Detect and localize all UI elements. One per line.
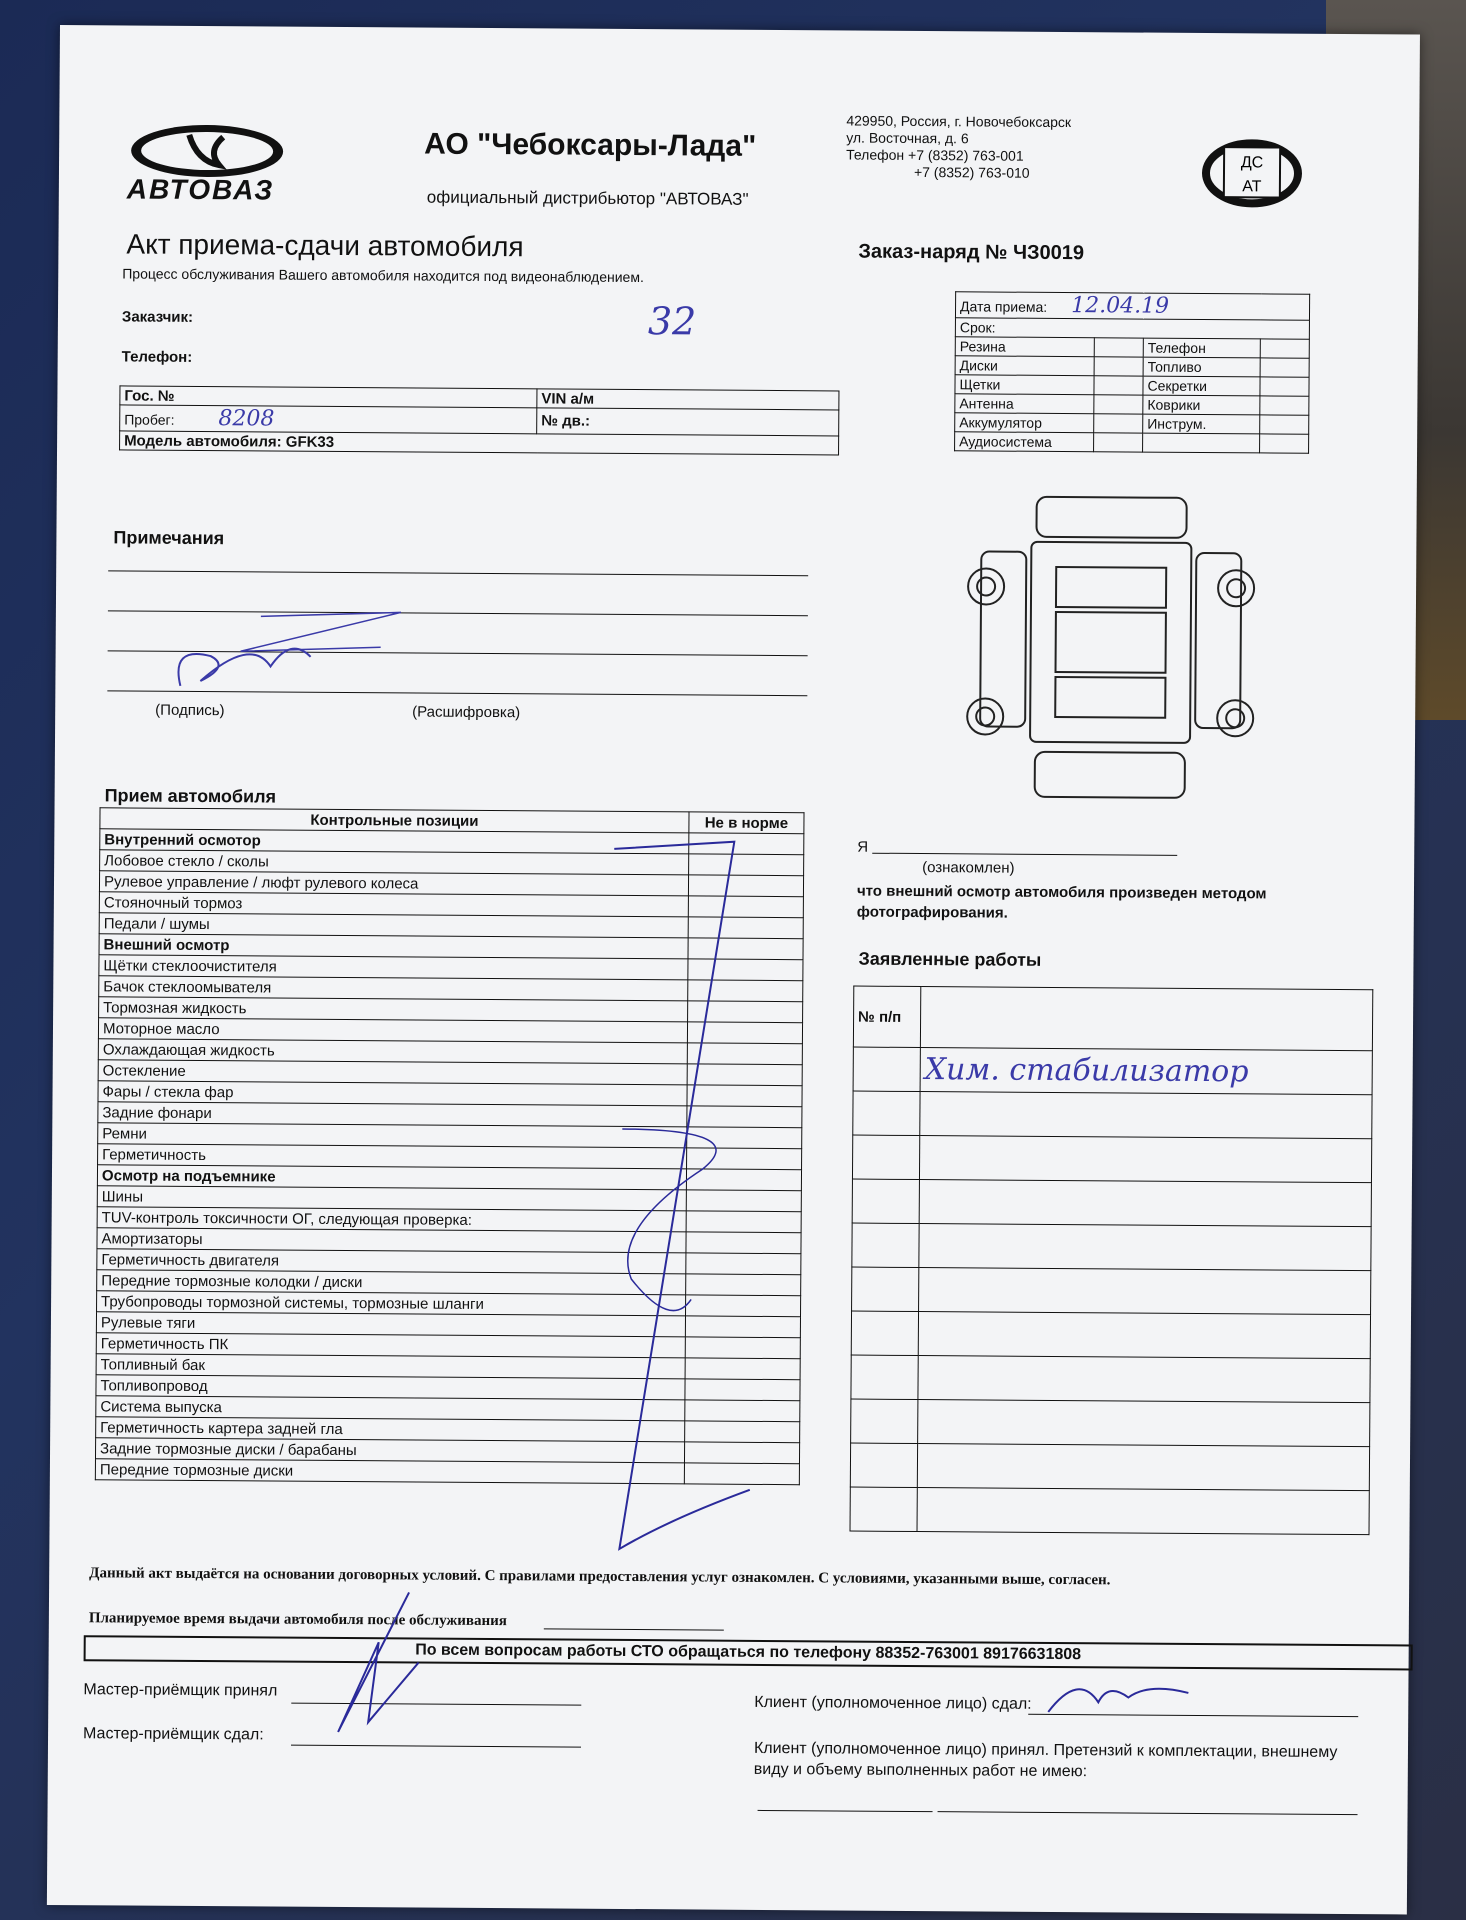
works-row [850, 1443, 1369, 1491]
works-num-cell [851, 1399, 918, 1443]
engine-label: № дв.: [541, 412, 591, 430]
notes-heading: Примечания [113, 527, 225, 549]
agreement-text: Данный акт выдаётся на основании договорных условий. С правилами предоставления услуг ознакомлен. С условиями, указанными выше, согласен. [89, 1565, 1111, 1589]
notes-line [108, 570, 808, 576]
address-line: ул. Восточная, д. 6 [846, 129, 969, 147]
badge-bottom-text: АТ [1242, 178, 1262, 196]
works-heading: Заявленные работы [858, 948, 1042, 970]
works-num-cell [852, 1135, 919, 1179]
checklist-position: Ремни [98, 1123, 687, 1148]
check-cell [1260, 358, 1309, 377]
order-number: Заказ-наряд № ЧЗ0019 [858, 240, 1085, 265]
check-cell [1094, 395, 1143, 414]
date-label: Дата приема: [960, 298, 1048, 315]
checklist-item: Коврики [1143, 395, 1260, 415]
works-num-cell [852, 1267, 919, 1311]
works-row [852, 1135, 1371, 1183]
master-handed-label: Мастер-приёмщик сдал: [83, 1725, 264, 1744]
checklist-position: Осмотр на подъемнике [97, 1165, 686, 1190]
checklist-position: Фары / стекла фар [98, 1081, 687, 1106]
checklist-item: Топливо [1143, 357, 1260, 377]
checklist-item: Антенна [955, 394, 1094, 414]
decode-caption: (Расшифровка) [412, 703, 521, 722]
works-num-cell [853, 1091, 920, 1135]
works-desc-cell [919, 1180, 1371, 1227]
mileage-label: Пробег: [124, 411, 175, 428]
checklist-position: Стояночный тормоз [99, 892, 688, 917]
address-line: Телефон +7 (8352) 763-001 [846, 146, 1024, 164]
vin-cell [537, 389, 839, 410]
customer-label: Заказчик: [121, 308, 194, 326]
client-received-text: Клиент (уполномоченное лицо) принял. Претензий к комплектации, внешнему виду и объему выполненных работ не имею: [753, 1739, 1338, 1781]
col-header-positions: Контрольные позиции [100, 808, 689, 833]
document-subtitle: Процесс обслуживания Вашего автомобиля находится под видеонаблюдением. [122, 265, 644, 286]
check-cell [1094, 357, 1143, 376]
ya-label: Я [857, 838, 869, 856]
works-desc-cell [919, 1268, 1371, 1315]
checklist-position: Система выпуска [96, 1396, 685, 1421]
works-desc-cell [919, 1136, 1371, 1183]
car-diagram-icon [959, 486, 1261, 818]
checklist-position: Герметичность картера задней гла [96, 1417, 685, 1442]
engine-cell [537, 408, 839, 436]
mileage-cell [120, 405, 537, 434]
date-cell [955, 292, 1309, 320]
checklist-position: Трубопроводы тормозной системы, тормозные шланги [97, 1291, 686, 1316]
checklist-position: Охлаждающая жидкость [98, 1039, 687, 1064]
works-header-cell [920, 987, 1372, 1051]
term-cell [955, 318, 1309, 339]
works-num-cell [850, 1443, 917, 1487]
signature-scribble-icon [140, 586, 441, 708]
contact-banner: По всем вопросам работы СТО обращаться по телефону 88352-763001 89176631808 [84, 1635, 1413, 1670]
checklist-position: Педали / шумы [99, 913, 688, 938]
check-cell [1260, 377, 1309, 396]
checklist-position: Герметичность [98, 1144, 687, 1169]
checklist-item: Аудиосистема [955, 432, 1094, 452]
planned-time-line [544, 1628, 724, 1630]
check-cell [1260, 415, 1309, 434]
checklist-position: Рулевое управление / люфт рулевого колеса [99, 871, 688, 896]
works-desc-cell [917, 1444, 1369, 1491]
signature-caption: (Подпись) [155, 701, 225, 720]
master-handed-line [291, 1745, 581, 1748]
checklist-position: Амортизаторы [97, 1228, 686, 1253]
checklist-position: Лобовое стекло / сколы [100, 850, 689, 875]
reception-heading: Прием автомобиля [104, 785, 277, 807]
works-row [851, 1311, 1370, 1359]
brand-name: АВТОВАЗ [126, 173, 275, 206]
works-num-cell [851, 1311, 918, 1355]
model-cell [120, 431, 839, 455]
checklist-item: Секретки [1143, 376, 1260, 396]
address-line: 429950, Россия, г. Новочебоксарск [846, 112, 1072, 131]
checklist-position: Задние фонари [98, 1102, 687, 1127]
ds-at-badge-icon [1202, 133, 1303, 234]
checklist-position: Топливный бак [96, 1354, 685, 1379]
works-row [852, 1223, 1371, 1271]
works-num-cell [851, 1355, 918, 1399]
check-cell [1094, 433, 1143, 452]
check-cell [1260, 396, 1309, 415]
check-cell [1094, 376, 1143, 395]
plate-label: Гос. № [124, 386, 175, 405]
ya-line [872, 853, 1177, 856]
badge-top-text: ДС [1240, 154, 1264, 172]
client-handed-label: Клиент (уполномоченное лицо) сдал: [754, 1693, 1032, 1713]
lada-logo-icon [127, 120, 287, 181]
inspection-text: что внешний осмотр автомобиля произведен методом фотографирования. [856, 882, 1267, 922]
client-decode-line [938, 1811, 1358, 1815]
checklist-position: Бачок стеклоомывателя [99, 976, 688, 1001]
works-row [852, 1267, 1371, 1315]
date-value: 12.04.19 [1071, 293, 1170, 319]
company-address [846, 112, 1071, 182]
col-header-abnormal: Не в норме [689, 812, 804, 834]
company-name: АО "Чебоксары-Лада" [424, 127, 757, 163]
check-cell [1094, 338, 1143, 357]
checklist-position: Внутренний осмотор [100, 829, 689, 854]
checklist-position: Моторное масло [98, 1018, 687, 1043]
equipment-checklist [954, 291, 1310, 453]
client-sign-line [758, 1810, 933, 1812]
distributor-text: официальный дистрибьютор "АВТОВАЗ" [426, 187, 749, 209]
model-label: Модель автомобиля: GFK33 [124, 431, 335, 451]
phone-label: Телефон: [121, 348, 193, 366]
checklist-item: Резина [955, 337, 1094, 357]
document-title: Акт приема-сдачи автомобиля [126, 228, 524, 263]
checklist-item: Телефон [1143, 338, 1260, 358]
checklist-item: Щетки [955, 375, 1094, 395]
document-sheet [47, 25, 1420, 1914]
checklist-position: Внешний осмотр [99, 934, 688, 959]
checklist-item: Диски [955, 356, 1094, 376]
mileage-value: 8208 [218, 406, 275, 432]
address-line: +7 (8352) 763-010 [913, 163, 1030, 181]
checklist-position: Герметичность двигателя [97, 1249, 686, 1274]
checklist-item: Аккумулятор [955, 413, 1094, 433]
works-desc-cell [917, 1488, 1369, 1535]
check-cell [1094, 414, 1143, 433]
works-desc-cell [919, 1224, 1371, 1271]
checklist-position: Щётки стеклоочистителя [99, 955, 688, 980]
checklist-position: Тормозная жидкость [99, 997, 688, 1022]
works-table [850, 986, 1374, 1536]
vin-label: VIN а/м [541, 389, 595, 408]
works-row [851, 1355, 1370, 1403]
works-row [853, 1091, 1372, 1139]
client-signature-icon [1038, 1662, 1198, 1723]
checkmark-stroke-icon [589, 829, 774, 1560]
checklist-position: TUV-контроль токсичности ОГ, следующая проверка: [97, 1207, 686, 1232]
works-row [851, 1399, 1370, 1447]
checklist-position: Передние тормозные колодки / диски [97, 1270, 686, 1295]
check-cell [1260, 434, 1309, 453]
works-row [852, 1179, 1371, 1227]
col-header-num: № п/п [853, 986, 920, 1047]
checklist-item [1143, 433, 1260, 453]
handwritten-number: 32 [647, 299, 697, 344]
checklist-position: Рулевые тяги [96, 1312, 685, 1337]
checklist-position: Передние тормозные диски [95, 1459, 684, 1484]
checklist-position: Остекление [98, 1060, 687, 1085]
master-received-label: Мастер-приёмщик принял [83, 1681, 278, 1700]
term-label: Срок: [959, 319, 996, 336]
check-cell [1260, 339, 1309, 358]
checklist-position: Герметичность ПК [96, 1333, 685, 1358]
acquainted-caption: (ознакомлен) [922, 859, 1015, 877]
works-desc-cell [918, 1356, 1370, 1403]
checklist-position: Шины [97, 1186, 686, 1211]
master-signature-icon [318, 1582, 439, 1743]
works-entry: Хим. стабилизатор [920, 1048, 1372, 1095]
works-num-cell [853, 1047, 920, 1091]
works-num-cell [852, 1179, 919, 1223]
works-num-cell [850, 1487, 917, 1531]
vehicle-info-table [119, 385, 839, 455]
works-num-cell [852, 1223, 919, 1267]
checklist-item: Инструм. [1143, 414, 1260, 434]
works-desc-cell [918, 1312, 1370, 1359]
works-desc-cell [920, 1092, 1372, 1139]
planned-time-label: Планируемое время выдачи автомобиля после обслуживания [88, 1610, 507, 1630]
works-row [850, 1487, 1369, 1535]
checklist-position: Задние тормозные диски / барабаны [95, 1438, 684, 1463]
checklist-position: Топливопровод [96, 1375, 685, 1400]
works-desc-cell [918, 1400, 1370, 1447]
